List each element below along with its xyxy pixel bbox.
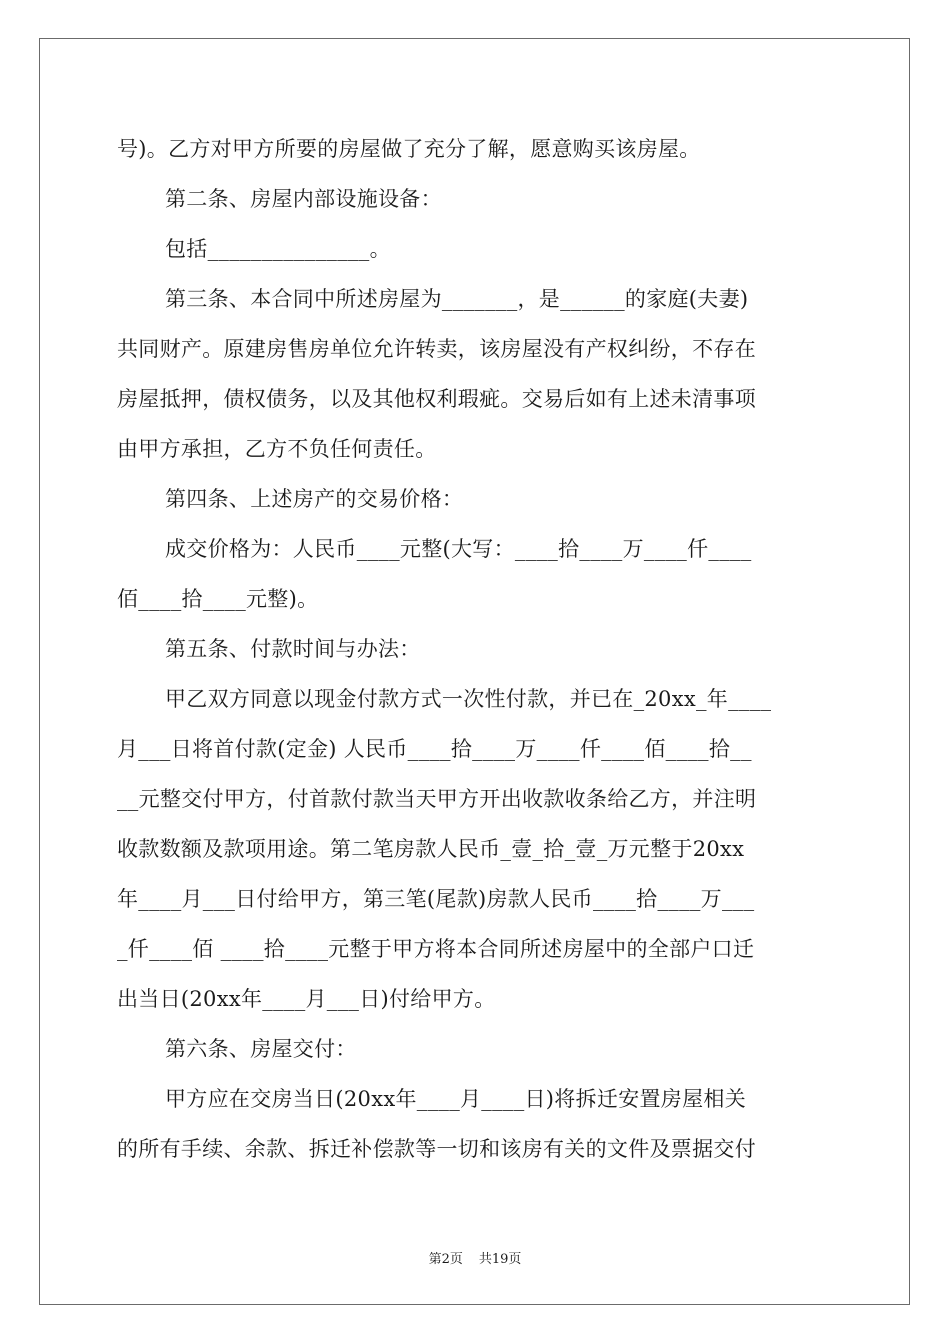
page-total: 共19页 — [478, 1252, 522, 1267]
text-line: 由甲方承担，乙方不负任何责任。 — [117, 437, 437, 461]
article-heading: 第三条、本合同中所述房屋为_______，是______的家庭(夫妻) — [165, 287, 749, 311]
text-line: 佰____拾____元整)。 — [117, 587, 319, 611]
article-heading: 第六条、房屋交付： — [165, 1037, 357, 1061]
article-heading: 第五条、付款时间与办法： — [165, 637, 421, 661]
article-heading: 第二条、房屋内部设施设备： — [165, 187, 442, 211]
page-footer — [0, 1248, 950, 1267]
text-line: 包括_______________。 — [165, 237, 391, 261]
text-line: 号)。乙方对甲方所要的房屋做了充分了解，愿意购买该房屋。 — [117, 137, 701, 161]
text-line: 月___日将首付款(定金) 人民币____拾____万____仟____佰____拾__ — [117, 737, 752, 761]
text-line: 年____月___日付给甲方，第三笔(尾款)房款人民币____拾____万___ — [117, 887, 755, 911]
text-line: _仟____佰 ____拾____元整于甲方将本合同所述房屋中的全部户口迁 — [117, 937, 755, 961]
text-line: 出当日(20xx年____月___日)付给甲方。 — [117, 987, 496, 1011]
page-number: 第2页 — [428, 1252, 463, 1267]
document-body — [117, 124, 835, 1174]
text-line: __元整交付甲方，付首款付款当天甲方开出收款收条给乙方，并注明 — [117, 787, 757, 811]
text-line: 成交价格为：人民币____元整(大写：____拾____万____仟____ — [165, 537, 752, 561]
text-line: 共同财产。原建房售房单位允许转卖，该房屋没有产权纠纷，不存在 — [117, 337, 756, 361]
text-line: 的所有手续、余款、拆迁补偿款等一切和该房有关的文件及票据交付 — [117, 1137, 756, 1161]
article-heading: 第四条、上述房产的交易价格： — [165, 487, 464, 511]
text-line: 甲方应在交房当日(20xx年____月____日)将拆迁安置房屋相关 — [165, 1087, 746, 1111]
text-line: 甲乙双方同意以现金付款方式一次性付款，并已在_20xx_年____ — [165, 687, 772, 711]
text-line: 收款数额及款项用途。第二笔房款人民币_壹_拾_壹_万元整于20xx — [117, 837, 745, 861]
text-line: 房屋抵押，债权债务，以及其他权利瑕疵。交易后如有上述未清事项 — [117, 387, 756, 411]
